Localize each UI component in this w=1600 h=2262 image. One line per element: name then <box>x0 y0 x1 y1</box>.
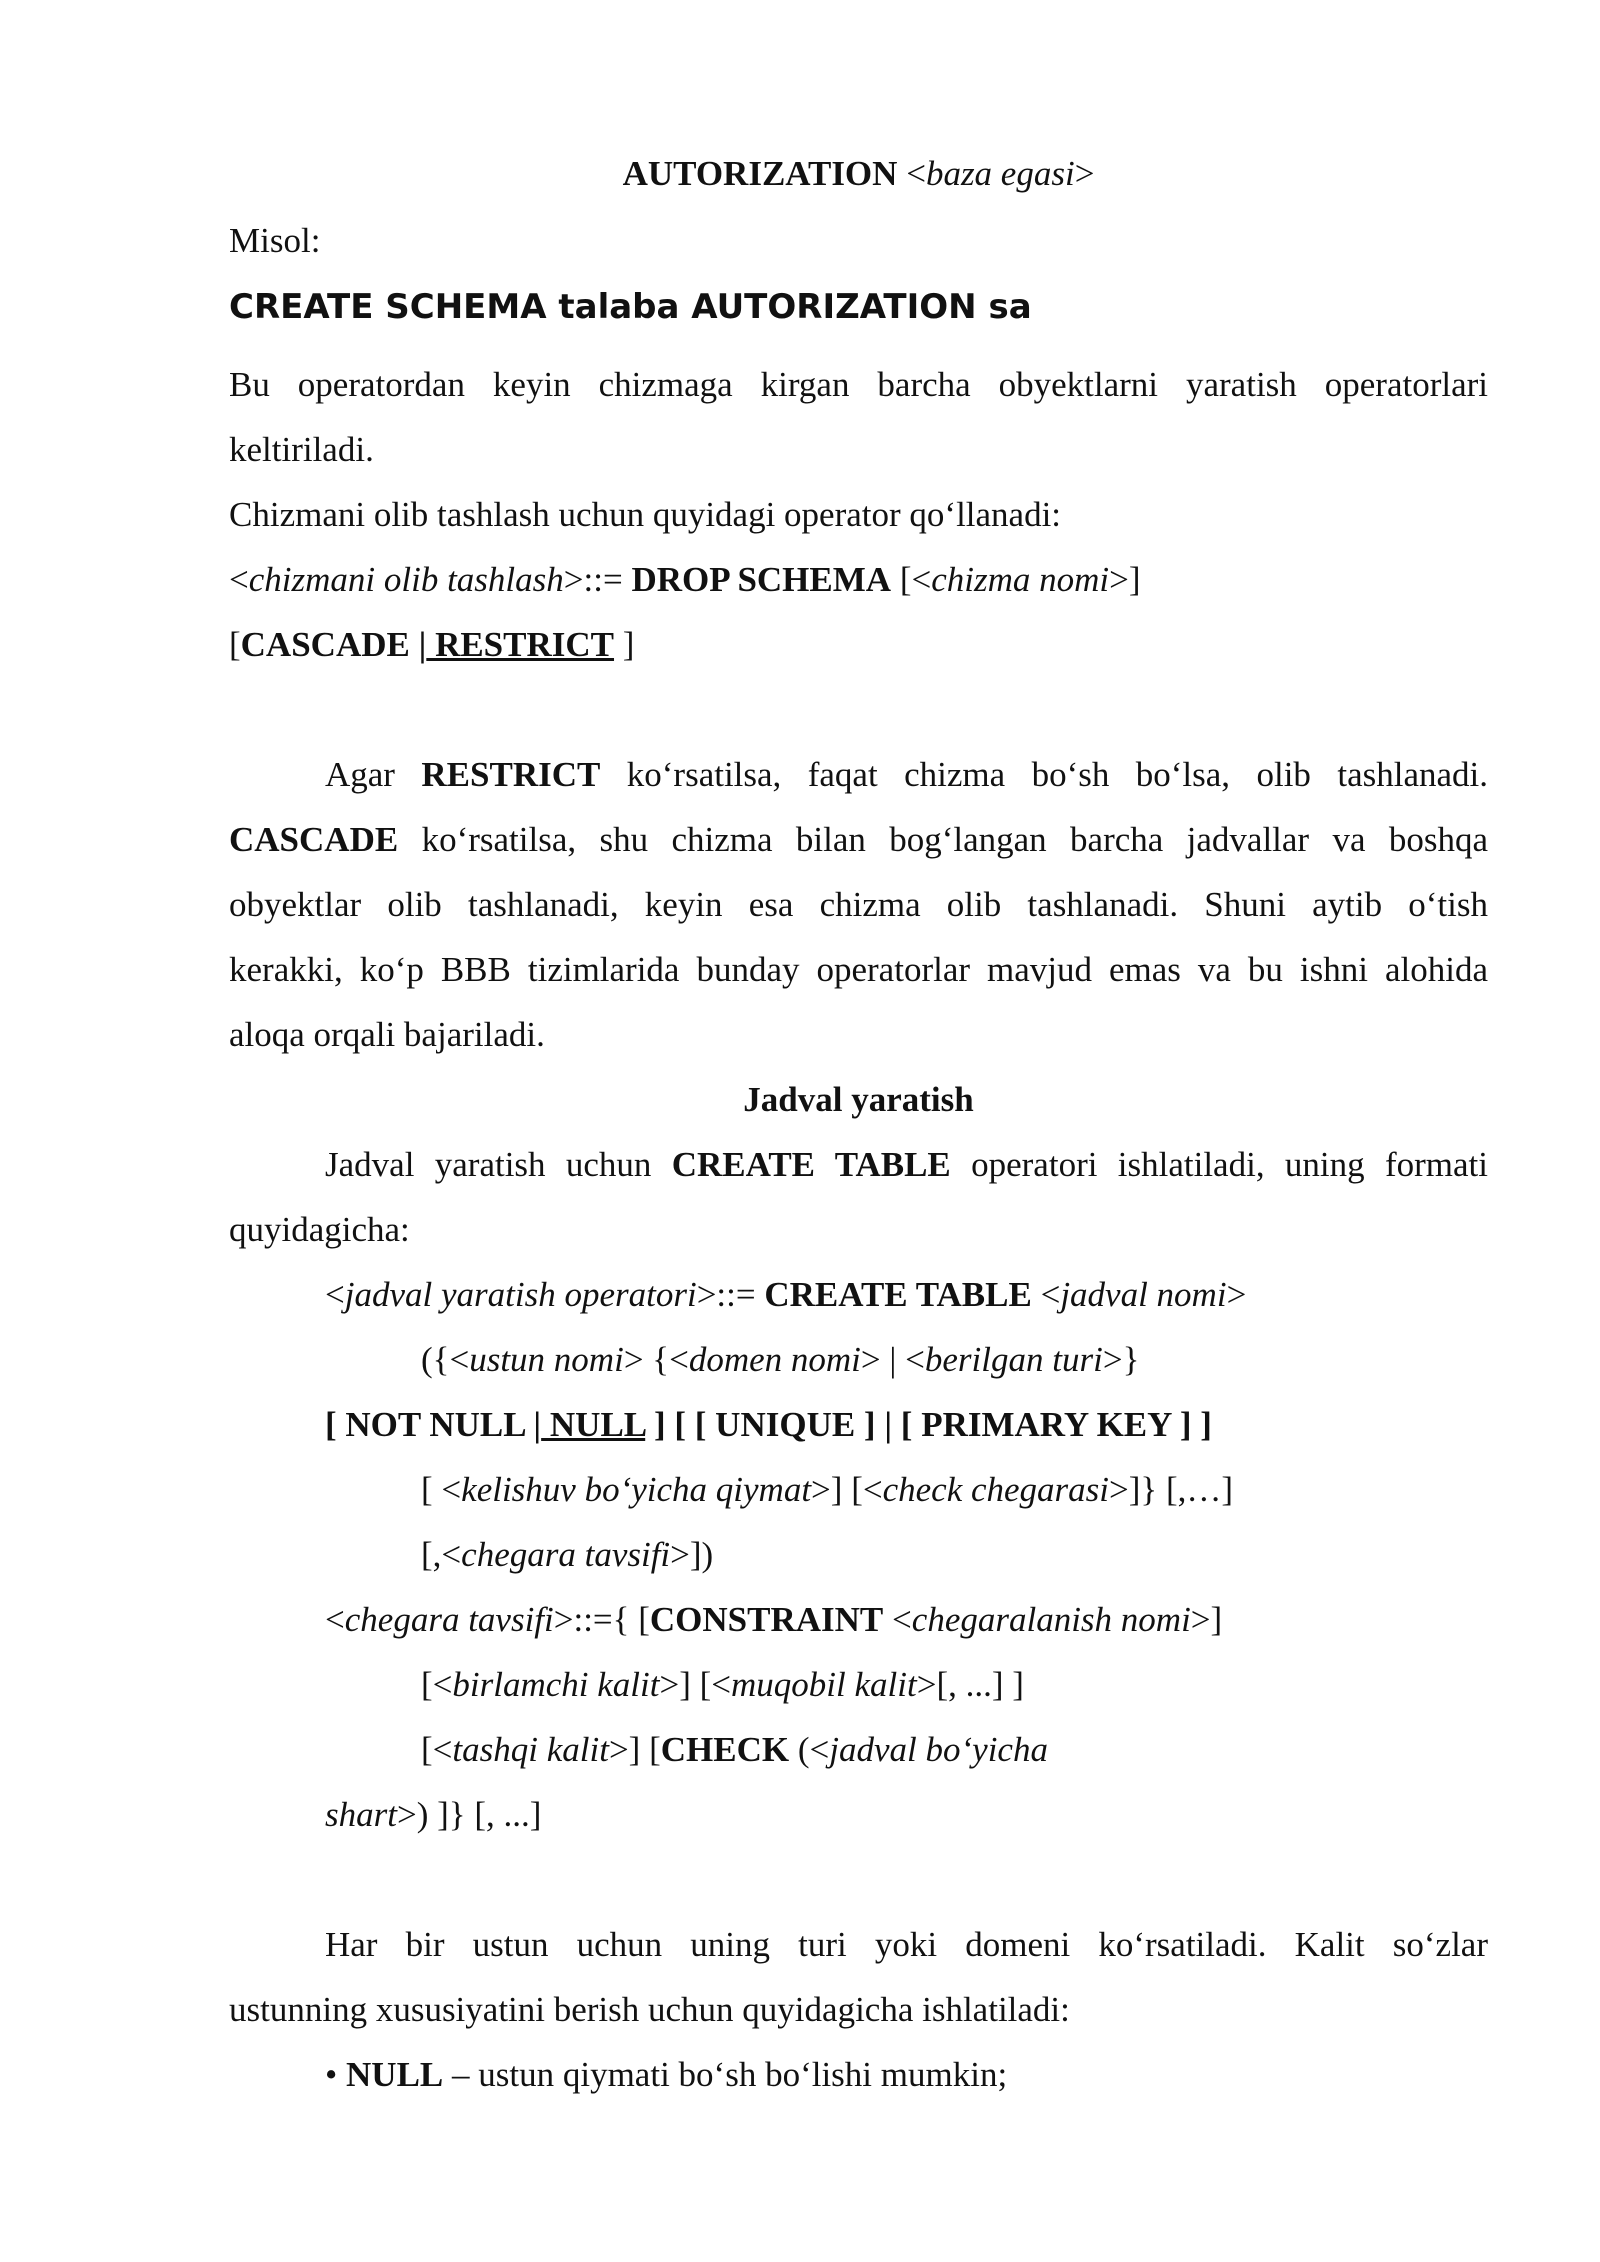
paragraph-line: quyidagicha: <box>229 1210 410 1249</box>
paragraph-line: keltiriladi. <box>229 430 374 469</box>
schema-format-line: AUTORIZATION <baza egasi> <box>622 154 1095 193</box>
paragraph-line: ustunning xususiyatini berish uchun quyidagicha ishlatiladi: <box>229 1990 1070 2029</box>
paragraph-line: CASCADE ko‘rsatilsa, shu chizma bilan bog‘langan barcha jadvallar va boshqa <box>229 820 1488 859</box>
constraint-syntax-line: [<birlamchi kalit>] [<muqobil kalit>[, ...] ] <box>421 1665 1024 1704</box>
create-table-syntax-line: <jadval yaratish operatori>::= CREATE TABLE <jadval nomi> <box>325 1275 1247 1314</box>
paragraph-line: aloqa orqali bajariladi. <box>229 1015 545 1054</box>
create-schema-example: CREATE SCHEMA talaba AUTORIZATION sa <box>229 287 1032 327</box>
constraint-syntax-line: [<tashqi kalit>] [CHECK (<jadval bo‘yicha <box>421 1730 1048 1769</box>
paragraph-line: Har bir ustun uchun uning turi yoki domeni ko‘rsatiladi. Kalit so‘zlar <box>325 1925 1488 1964</box>
drop-schema-options: [CASCADE | RESTRICT ] <box>229 625 635 664</box>
example-label: Misol: <box>229 221 321 260</box>
constraint-syntax-line: shart>) ]} [, ...] <box>325 1795 542 1834</box>
constraint-syntax-line: <chegara tavsifi>::={ [CONSTRAINT <chegaralanish nomi>] <box>325 1600 1223 1639</box>
paragraph-line: Agar RESTRICT ko‘rsatilsa, faqat chizma bo‘sh bo‘lsa, olib tashlanadi. <box>325 755 1488 794</box>
section-heading: Jadval yaratish <box>743 1080 974 1119</box>
paragraph-line: kerakki, ko‘p BBB tizimlarida bunday operatorlar mavjud emas va bu ishni alohida <box>229 950 1488 989</box>
paragraph-line: obyektlar olib tashlanadi, keyin esa chizma olib tashlanadi. Shuni aytib o‘tish <box>229 885 1488 924</box>
create-table-syntax-line: ({<ustun nomi> {<domen nomi> | <berilgan turi>} <box>421 1340 1140 1379</box>
bullet-icon: • <box>325 2055 338 2094</box>
create-table-syntax-line: [,<chegara tavsifi>]) <box>421 1535 714 1574</box>
bullet-item: • NULL – ustun qiymati bo‘sh bo‘lishi mumkin; <box>325 2055 1008 2094</box>
paragraph-line: Chizmani olib tashlash uchun quyidagi operator qo‘llanadi: <box>229 495 1062 534</box>
drop-schema-syntax: <chizmani olib tashlash>::= DROP SCHEMA [<chizma nomi>] <box>229 560 1141 599</box>
paragraph-line: Bu operatordan keyin chizmaga kirgan barcha obyektlarni yaratish operatorlari <box>229 365 1488 404</box>
paragraph-line: Jadval yaratish uchun CREATE TABLE operatori ishlatiladi, uning formati <box>325 1145 1488 1184</box>
create-table-syntax-line: [ <kelishuv bo‘yicha qiymat>] [<check chegarasi>]} [,…] <box>421 1470 1234 1509</box>
create-table-syntax-line: [ NOT NULL | NULL ] [ [ UNIQUE ] | [ PRIMARY KEY ] ] <box>325 1405 1212 1444</box>
